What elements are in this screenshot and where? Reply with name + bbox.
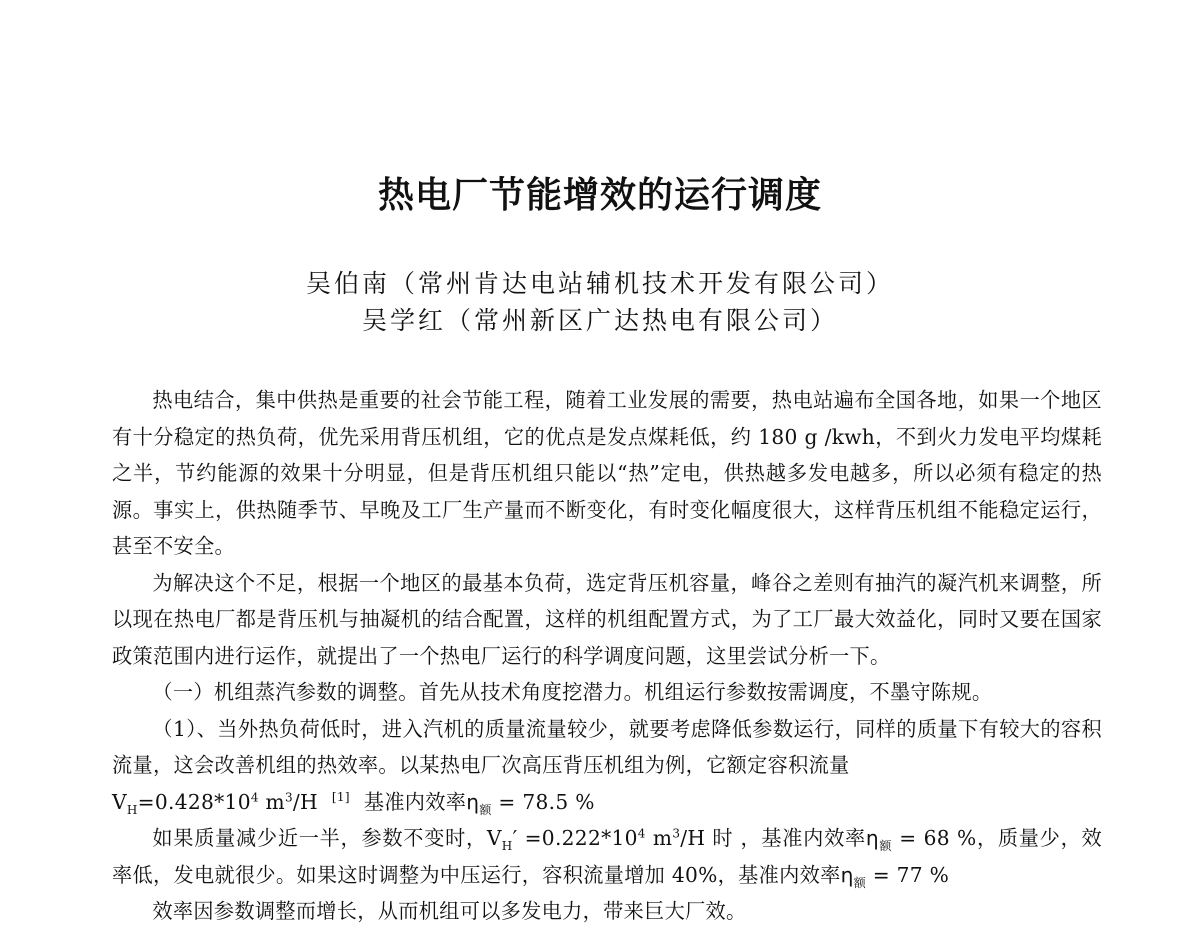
article-body <box>112 382 1102 930</box>
paragraph-6: 效率因参数调整而增长，从而机组可以多发电力，带来巨大厂效。 <box>152 899 747 923</box>
formula-unit-suffix: /H <box>292 789 318 814</box>
page-title: 热电厂节能增效的运行调度 <box>377 175 822 216</box>
formula-text: 基准内效率 <box>363 789 467 814</box>
formula-exponent: 4 <box>250 789 259 804</box>
paragraph-2: 为解决这个不足，根据一个地区的最基本负荷，选定背压机容量，峰谷之差则有抽汽的凝汽机来调整，所以现在热电厂都是背压机与抽凝机的结合配置，这样的机组配置方式，为了工厂最大效益化，同时又要在国家政策范围内进行运作，就提出了一个热电厂运行的科学调度问题，这里尝试分析一下。 <box>112 570 1102 668</box>
eta-subscript: 额 <box>479 802 492 817</box>
paragraph-5 <box>112 820 1102 893</box>
eta-symbol: η <box>466 789 480 814</box>
para5-unit-exponent: 3 <box>672 826 681 841</box>
para5-eta2-subscript: 额 <box>853 875 866 890</box>
formula-unit: m <box>258 789 285 814</box>
citation-ref: [1] <box>331 789 350 804</box>
para5-pre: 如果质量减少近一半，参数不变时，V <box>152 826 502 850</box>
para5-mid2: m <box>645 826 673 850</box>
formula-unit-exponent: 3 <box>284 789 293 804</box>
paragraph-1: 热电结合，集中供热是重要的社会节能工程，随着工业发展的需要，热电站遍布全国各地，如果一个地区有十分稳定的热负荷，优先采用背压机组，它的优点是发点煤耗低，约 180 g /kwh，不到火力发电平均煤耗之半，节约能源的效果十分明显，但是背压机组只能以“热”定电，供热越多发电越多，所以必须有稳定的热源。事实上，供热随季节、早晚及工厂生产量而不断变化，有时变化幅度很大，这样背压机组不能稳定运行，甚至不安全。 <box>112 388 1102 558</box>
para5-post: = 68 %，质量少，效率低，发电就很少。如果这时调整为中压运行，容积流量增加 40%，基准内效率 <box>112 826 1102 887</box>
formula-symbol: V <box>112 789 127 814</box>
para5-post2: = 77 % <box>866 862 950 887</box>
para5-mid1: ′ =0.222*10 <box>512 826 638 850</box>
para5-eta-subscript: 额 <box>879 839 893 854</box>
author-line-2: 吴学红（常州新区广达热电有限公司） <box>361 306 838 335</box>
para5-exponent: 4 <box>637 826 646 841</box>
para5-eta2-symbol: η <box>840 862 854 887</box>
paragraph-4: （1）、当外热负荷低时，进入汽机的质量流量较少，就要考虑降低参数运行，同样的质量下有较大的容积流量，这会改善机组的热效率。以某热电厂次高压背压机组为例，它额定容积流量 <box>112 716 1102 777</box>
formula-result: = 78.5 % <box>491 789 595 814</box>
paragraph-3: （一）机组蒸汽参数的调整。首先从技术角度挖潜力。机组运行参数按需调度，不墨守陈规。 <box>152 680 993 704</box>
para5-mid3: /H 时 ，基准内效率 <box>680 826 866 850</box>
para5-subscript: H <box>501 839 513 854</box>
formula-value: =0.428*10 <box>137 789 251 814</box>
formula-symbol-subscript: H <box>126 802 138 817</box>
author-line-1: 吴伯南（常州肯达电站辅机技术开发有限公司） <box>305 269 894 298</box>
formula-line <box>112 784 1102 821</box>
para5-eta-symbol: η <box>865 826 879 850</box>
